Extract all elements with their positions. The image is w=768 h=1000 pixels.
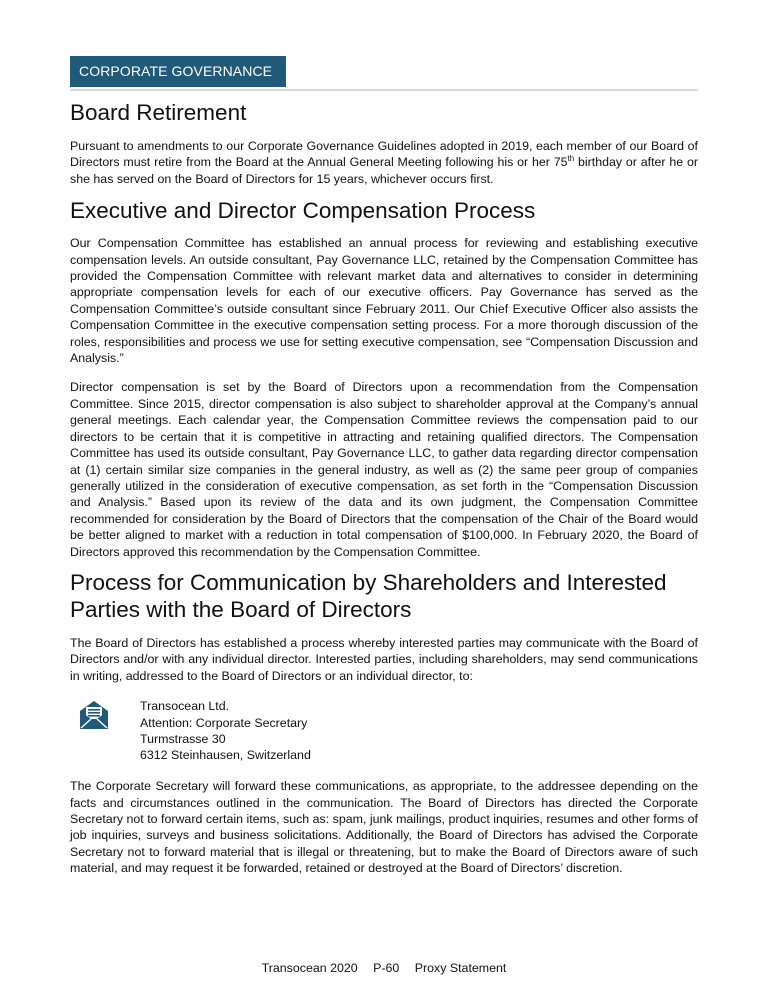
address-line: Turmstrasse 30 bbox=[140, 731, 226, 746]
address-lines bbox=[140, 698, 311, 764]
address-line: Transocean Ltd. bbox=[140, 699, 230, 714]
heading-compensation-process: Executive and Director Compensation Process bbox=[70, 198, 536, 224]
envelope-open-icon bbox=[78, 699, 110, 731]
paragraph-text: Pursuant to amendments to our Corporate Governance Guidelines adopted in 2019, each member of our Board of Directors must retire from the Board at the Annual General Meeting following his or her 75 bbox=[70, 139, 698, 170]
paragraph-compensation-committee: Our Compensation Committee has established an annual process for reviewing and establishing executive compensation levels. An outside consultant, Pay Governance LLC, retained by the Compensation Committee has provided the Compensation Committee with relevant market data and alternatives to consider in determining appropriate compensation levels for each of our executive officers. Pay Governance has served as the Compensation Committee’s outside consultant since February 2011. Our Chief Executive Officer also assists the Compensation Committee in the executive compensation setting process. For a more thorough discussion of the roles, responsibilities and process we use for setting executive compensation, see “Compensation Discussion and Analysis.” bbox=[70, 236, 698, 366]
paragraph-director-compensation: Director compensation is set by the Board of Directors upon a recommendation from the Compensation Committee. Since 2015, director compensation is also subject to shareholder approval at the Company’s annual general meetings. Each calendar year, the Compensation Committee reviews the compensation paid to our directors to be certain that it is competitive in attracting and retaining qualified directors. The Compensation Committee has used its outside consultant, Pay Governance LLC, to gather data regarding director compensation at (1) certain similar size companies in the general industry, as well as (2) the same peer group of companies generally utilized in the consideration of executive compensation, as set forth in the “Compensation Discussion and Analysis.” Based upon its review of the data and its own judgment, the Compensation Committee recommended for consideration by the Board of Directors that the compensation of the Chair of the Board would be better aligned to market with a reduction in total compensation of $100,000. In February 2020, the Board of Directors approved this recommendation by the Compensation Committee. bbox=[70, 380, 698, 559]
mailing-address bbox=[70, 698, 698, 764]
section-header bbox=[70, 56, 698, 91]
paragraph-communication-intro: The Board of Directors has established a process whereby interested parties may communicate with the Board of Directors and/or with any individual director. Interested parties, including shareholders, may send communications in writing, addressed to the Board of Directors or an individual director, to: bbox=[70, 635, 698, 683]
address-line: 6312 Steinhausen, Switzerland bbox=[140, 748, 311, 763]
page-footer bbox=[0, 961, 768, 975]
page-content bbox=[70, 97, 698, 877]
ordinal-suffix: th bbox=[567, 154, 575, 164]
heading-board-retirement: Board Retirement bbox=[70, 100, 247, 125]
heading-communication-process: Process for Communication by Shareholders and Interested Parties with the Board of Directors bbox=[70, 569, 667, 622]
footer-document-title: Proxy Statement bbox=[414, 961, 507, 975]
section-tag: CORPORATE GOVERNANCE bbox=[70, 56, 286, 87]
paragraph-forwarding-policy: The Corporate Secretary will forward these communications, as appropriate, to the addressee depending on the facts and circumstances outlined in the communication. The Board of Directors has directed the Corporate Secretary not to forward certain items, such as: spam, junk mailings, product inquiries, resumes and other forms of job inquiries, surveys and business solicitations. Additionally, the Board of Directors has advised the Corporate Secretary not to forward material that is illegal or threatening, but to make the Board of Directors aware of such material, and may request it be forwarded, retained or destroyed at the Board of Directors’ discretion. bbox=[70, 779, 698, 876]
address-line: Attention: Corporate Secretary bbox=[140, 715, 308, 730]
footer-page-number: P-60 bbox=[373, 961, 400, 975]
paragraph-board-retirement bbox=[70, 138, 698, 187]
paragraph-text: birthday or after he or she has served on the Board of Directors for 15 years, whichever occurs first. bbox=[70, 155, 698, 186]
footer-company: Transocean 2020 bbox=[261, 961, 358, 975]
